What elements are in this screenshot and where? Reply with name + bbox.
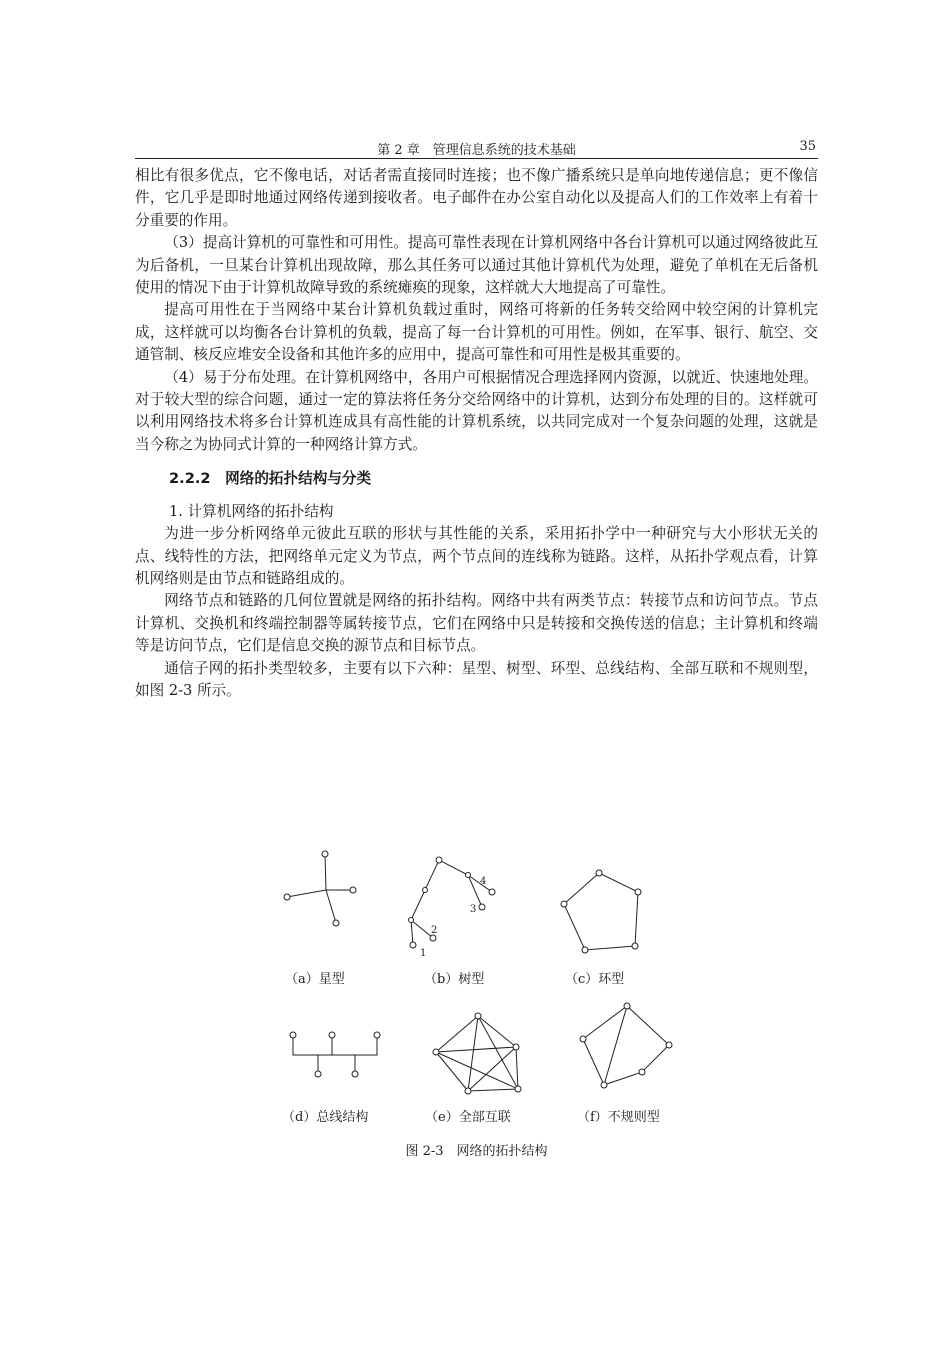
full-mesh-topology-diagram [433,1013,521,1094]
paragraph: 网络节点和链路的几何位置就是网络的拓扑结构。网络中共有两类节点：转接节点和访问节点。节点计算机、交换机和终端控制器等属转接节点，它们在网络中只是转接和交换传送的信息；主计算机和终端等是访问节点，它们是信息交换的源节点和目标节点。 [135,592,818,655]
topology-figure [260,840,690,1160]
caption-tree: （b）树型 [424,972,485,987]
bus-topology-diagram [290,1032,380,1077]
caption-ring: （c）环型 [565,972,625,987]
tree-node-label: 2 [431,925,438,936]
tree-node-label: 4 [480,876,487,887]
caption-bus: （d）总线结构 [282,1110,369,1125]
paragraph: 为进一步分析网络单元彼此互联的形状与其性能的关系，采用拓扑学中一种研究与大小形状无关的点、线特性的方法，把网络单元定义为节点，两个节点间的连线称为链路。这样，从拓扑学观点看，计算机网络则是由节点和链路组成的。 [135,525,818,587]
irregular-topology-diagram [580,1003,672,1088]
tree-node-label: 3 [470,904,477,915]
section-heading: 2.2.2 网络的拓扑结构与分类 [169,470,372,488]
tree-topology-diagram [409,857,496,959]
running-title: 第 2 章 管理信息系统的技术基础 [377,143,576,158]
star-topology-diagram [284,851,356,926]
paragraph: 通信子网的拓扑类型较多，主要有以下六种：星型、树型、环型、总线结构、全部互联和不规则型，如图 2-3 所示。 [135,659,818,699]
caption-full-mesh: （e）全部互联 [425,1110,511,1125]
running-header [135,138,818,159]
page-number: 35 [799,139,816,154]
ring-topology-diagram [561,870,641,953]
paragraph: （3）提高计算机的可靠性和可用性。提高可靠性表现在计算机网络中各台计算机可以通过网络彼此互为后备机，一旦某台计算机出现故障，那么其任务可以通过其他计算机代为处理，避免了单机在无后备机使用的情况下由于计算机故障导致的系统瘫痪的现象，这样就大大地提高了可靠性。 [135,234,818,297]
subsection-heading: 1. 计算机网络的拓扑结构 [169,502,334,520]
topology-diagrams [260,840,690,1140]
caption-star: （a）星型 [285,972,345,987]
paragraph: （4）易于分布处理。在计算机网络中，各用户可根据情况合理选择网内资源，以就近、快速地处理。对于较大型的综合问题，通过一定的算法将任务分交给网络中的计算机，达到分布处理的目的。这样就可以利用网络技术将多台计算机连成具有高性能的计算机系统，以共同完成对一个复杂问题的处理，这就是当今称之为协同式计算的一种网络计算方式。 [135,368,818,453]
caption-irregular: （f）不规则型 [577,1110,660,1125]
paragraph: 相比有很多优点，它不像电话，对话者需直接同时连接；也不像广播系统只是单向地传递信息；更不像信件，它几乎是即时地通过网络传递到接收者。电子邮件在办公室自动化以及提高人们的工作效率上有着十分重要的作用。 [135,167,818,229]
paragraph: 提高可用性在于当网络中某台计算机负载过重时，网络可将新的任务转交给网中较空闲的计算机完成，这样就可以均衡各台计算机的负载，提高了每一台计算机的可用性。例如，在军事、银行、航空、交通管制、核反应堆安全设备和其他许多的应用中，提高可靠性和可用性是极其重要的。 [135,301,818,364]
body-text [135,165,818,702]
tree-node-label: 1 [420,948,427,959]
figure-title: 图 2-3 网络的拓扑结构 [405,1144,548,1159]
